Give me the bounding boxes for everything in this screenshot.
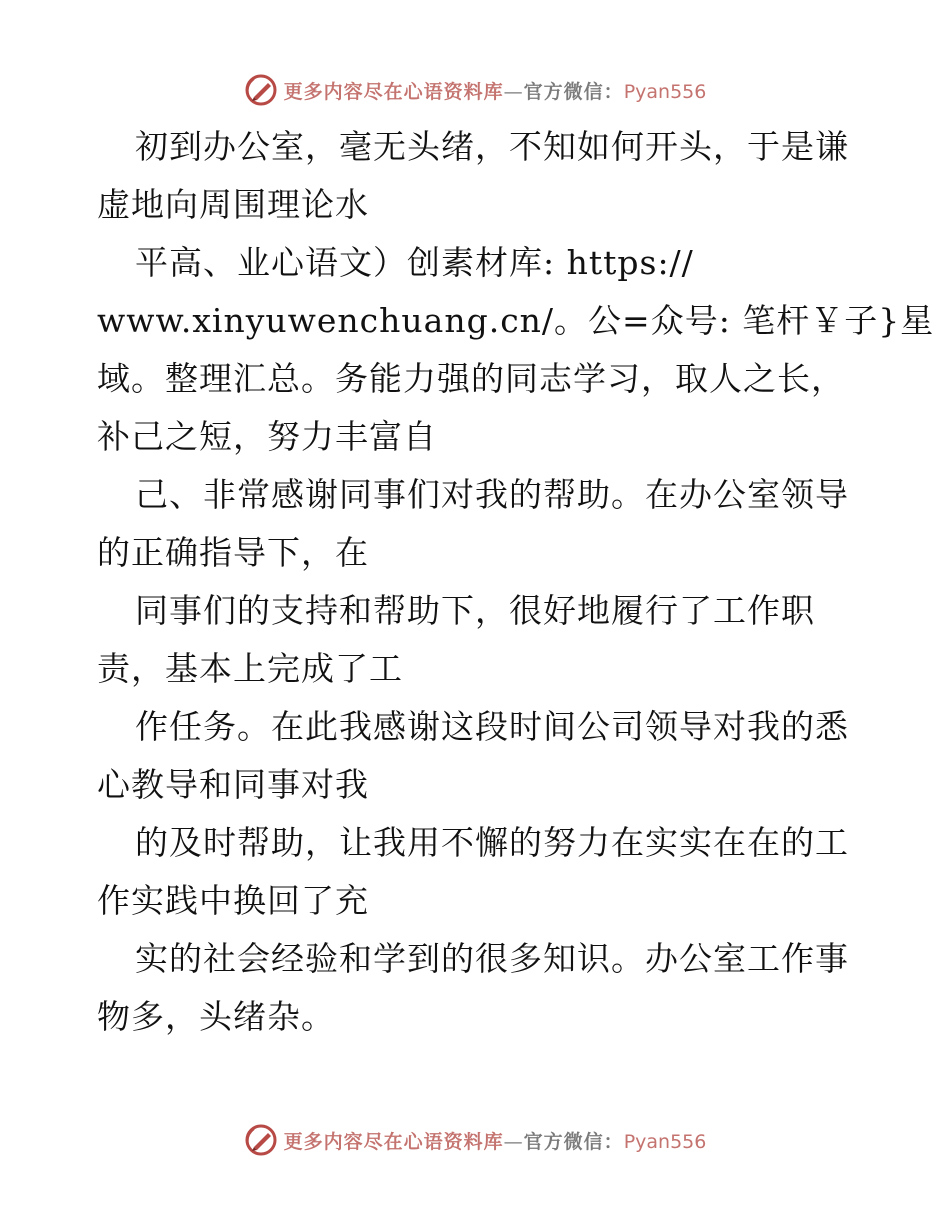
document-body: [97, 118, 935, 1046]
banner-separator: —: [503, 1130, 524, 1153]
banner-wechat-id: Pyan556: [623, 1130, 707, 1153]
logo-icon: [244, 73, 278, 107]
banner-main-text: 更多内容尽在心语资料库: [283, 80, 504, 103]
banner-wechat-label: 官方微信：: [523, 80, 624, 103]
text-line: 作任务。在此我感谢这段时间公司领导对我的悉: [135, 707, 849, 746]
text-line: 平高、业心语文）创素材库: https://: [135, 243, 694, 282]
text-line: 的及时帮助，让我用不懈的努力在实实在在的工: [135, 823, 849, 862]
logo-icon: [244, 1123, 278, 1157]
text-line: 初到办公室，毫无头绪，不知如何开头，于是谦: [135, 127, 849, 166]
banner-text: [284, 77, 707, 104]
text-line: 的正确指导下，在: [97, 533, 369, 572]
banner-wechat-id: Pyan556: [623, 80, 707, 103]
banner-main-text: 更多内容尽在心语资料库: [283, 1130, 504, 1153]
banner-separator: —: [503, 80, 524, 103]
text-line: 责，基本上完成了工: [97, 649, 403, 688]
text-line: www.xinyuwenchuang.cn/。公=众号: 笔杆￥子}星: [97, 301, 935, 340]
text-line: 同事们的支持和帮助下，很好地履行了工作职: [135, 591, 815, 630]
text-line: 实的社会经验和学到的很多知识。办公室工作事: [135, 939, 849, 978]
text-line: 虚地向周围理论水: [97, 185, 369, 224]
header-banner: [0, 70, 950, 110]
footer-banner: [0, 1120, 950, 1160]
banner-wechat-label: 官方微信：: [523, 1130, 624, 1153]
text-line: 己、非常感谢同事们对我的帮助。在办公室领导: [135, 475, 849, 514]
text-line: 心教导和同事对我: [97, 765, 369, 804]
text-line: 物多，头绪杂。: [97, 997, 335, 1036]
banner-text: [284, 1127, 707, 1154]
text-line: 域。整理汇总。务能力强的同志学习，取人之长，: [97, 359, 845, 398]
text-line: 作实践中换回了充: [97, 881, 369, 920]
text-line: 补己之短，努力丰富自: [97, 417, 437, 456]
